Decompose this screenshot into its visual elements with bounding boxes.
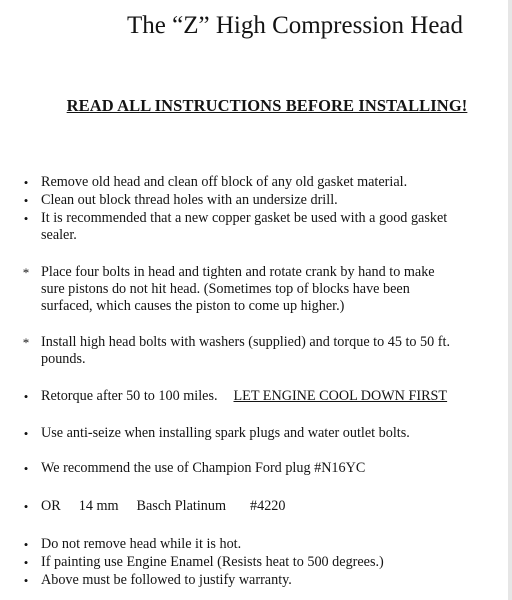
scan-edge: [508, 0, 512, 600]
bullet: •: [23, 389, 29, 404]
bullet: •: [23, 461, 29, 476]
item-line: surfaced, which causes the piston to come up higher.): [41, 298, 345, 314]
bullet: •: [23, 193, 29, 208]
item-part: OR: [41, 498, 61, 514]
item-line: We recommend the use of Champion Ford plug #N16YC: [41, 460, 366, 476]
item-line: Clean out block thread holes with an undersize drill.: [41, 192, 338, 208]
bullet: *: [22, 265, 30, 280]
bullet: •: [23, 499, 29, 514]
item-part: #4220: [250, 498, 286, 514]
bullet: •: [23, 175, 29, 190]
item-line: If painting use Engine Enamel (Resists heat to 500 degrees.): [41, 554, 384, 570]
cool-down-warning: LET ENGINE COOL DOWN FIRST: [233, 388, 448, 404]
item-line: pounds.: [41, 351, 86, 367]
item-line: sealer.: [41, 227, 77, 243]
item-line: It is recommended that a new copper gasket be used with a good gasket: [41, 210, 448, 226]
item-part: 14 mm: [78, 498, 119, 514]
item-line: Above must be followed to justify warranty.: [41, 572, 292, 588]
item-part: Basch Platinum: [136, 498, 226, 514]
item-line: sure pistons do not hit head. (Sometimes top of blocks have been: [41, 281, 410, 297]
bullet: •: [23, 211, 29, 226]
instructions-heading: READ ALL INSTRUCTIONS BEFORE INSTALLING!: [66, 96, 468, 115]
bullet: *: [22, 335, 30, 350]
bullet: •: [23, 573, 29, 588]
bullet: •: [23, 537, 29, 552]
item-line: Remove old head and clean off block of any old gasket material.: [41, 174, 408, 190]
bullet: •: [23, 555, 29, 570]
item-line: Do not remove head while it is hot.: [41, 536, 242, 552]
item-text: Retorque after 50 to 100 miles.: [41, 388, 218, 404]
bullet: •: [23, 426, 29, 441]
item-line: Use anti-seize when installing spark plugs and water outlet bolts.: [41, 425, 410, 441]
item-line: Install high head bolts with washers (supplied) and torque to 45 to 50 ft.: [41, 334, 451, 350]
item-line: Place four bolts in head and tighten and rotate crank by hand to make: [41, 264, 435, 280]
page-title: The “Z” High Compression Head: [126, 12, 464, 39]
